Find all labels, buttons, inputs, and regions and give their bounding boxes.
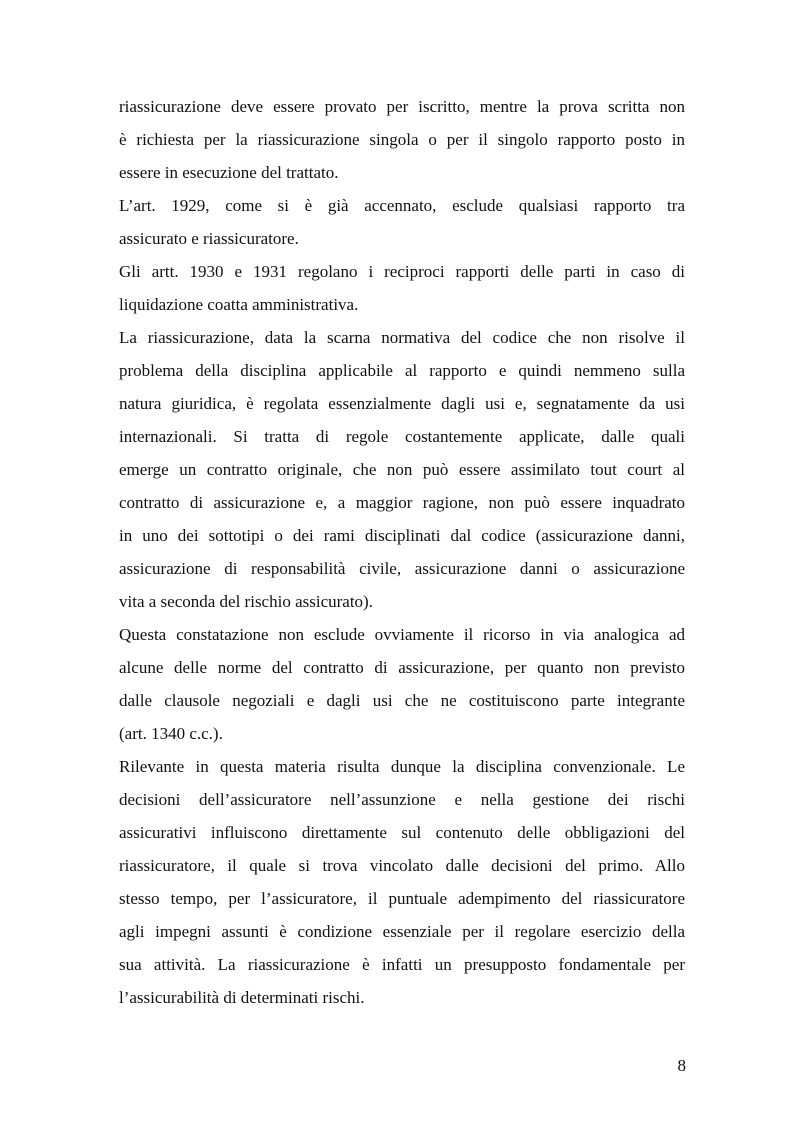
text-line: riassicuratore, il quale si trova vincolato dalle decisioni del primo. Allo — [119, 856, 685, 875]
text-line: dalle clausole negoziali e dagli usi che ne costituiscono parte integrante — [119, 691, 685, 710]
text-line: contratto di assicurazione e, a maggior ragione, non può essere inquadrato — [119, 493, 685, 512]
text-line: riassicurazione deve essere provato per iscritto, mentre la prova scritta non — [119, 97, 685, 116]
text-line: liquidazione coatta amministrativa. — [119, 295, 359, 314]
paragraph — [119, 255, 685, 321]
text-line: stesso tempo, per l’assicuratore, il puntuale adempimento del riassicuratore — [119, 889, 685, 908]
text-line: Rilevante in questa materia risulta dunque la disciplina convenzionale. Le — [119, 757, 685, 776]
text-line: La riassicurazione, data la scarna normativa del codice che non risolve il — [119, 328, 685, 347]
text-line: essere in esecuzione del trattato. — [119, 163, 339, 182]
text-line: L’art. 1929, come si è già accennato, esclude qualsiasi rapporto tra — [119, 196, 685, 215]
text-line: assicurativi influiscono direttamente sul contenuto delle obbligazioni del — [119, 823, 685, 842]
text-line: natura giuridica, è regolata essenzialmente dagli usi e, segnatamente da usi — [119, 394, 685, 413]
text-line: assicurazione di responsabilità civile, assicurazione danni o assicurazione — [119, 559, 685, 578]
text-line: assicurato e riassicuratore. — [119, 229, 299, 248]
paragraph — [119, 90, 685, 189]
text-line: Questa constatazione non esclude ovviamente il ricorso in via analogica ad — [119, 625, 685, 644]
paragraph — [119, 750, 685, 1014]
paragraph — [119, 321, 685, 618]
text-line: agli impegni assunti è condizione essenziale per il regolare esercizio della — [119, 922, 685, 941]
text-line: in uno dei sottotipi o dei rami disciplinati dal codice (assicurazione danni, — [119, 526, 685, 545]
text-line: emerge un contratto originale, che non può essere assimilato tout court al — [119, 460, 685, 479]
text-line: problema della disciplina applicabile al rapporto e quindi nemmeno sulla — [119, 361, 685, 380]
text-line: l’assicurabilità di determinati rischi. — [119, 988, 365, 1007]
text-line: decisioni dell’assicuratore nell’assunzione e nella gestione dei rischi — [119, 790, 685, 809]
page-number: 8 — [677, 1056, 686, 1075]
text-line: internazionali. Si tratta di regole costantemente applicate, dalle quali — [119, 427, 685, 446]
text-line: sua attività. La riassicurazione è infatti un presupposto fondamentale per — [119, 955, 685, 974]
paragraph — [119, 618, 685, 750]
paragraph — [119, 189, 685, 255]
text-line: alcune delle norme del contratto di assicurazione, per quanto non previsto — [119, 658, 685, 677]
page-body — [119, 90, 685, 1014]
text-line: (art. 1340 c.c.). — [119, 724, 223, 743]
text-line: Gli artt. 1930 e 1931 regolano i reciproci rapporti delle parti in caso di — [119, 262, 685, 281]
text-line: è richiesta per la riassicurazione singola o per il singolo rapporto posto in — [119, 130, 685, 149]
text-line: vita a seconda del rischio assicurato). — [119, 592, 373, 611]
